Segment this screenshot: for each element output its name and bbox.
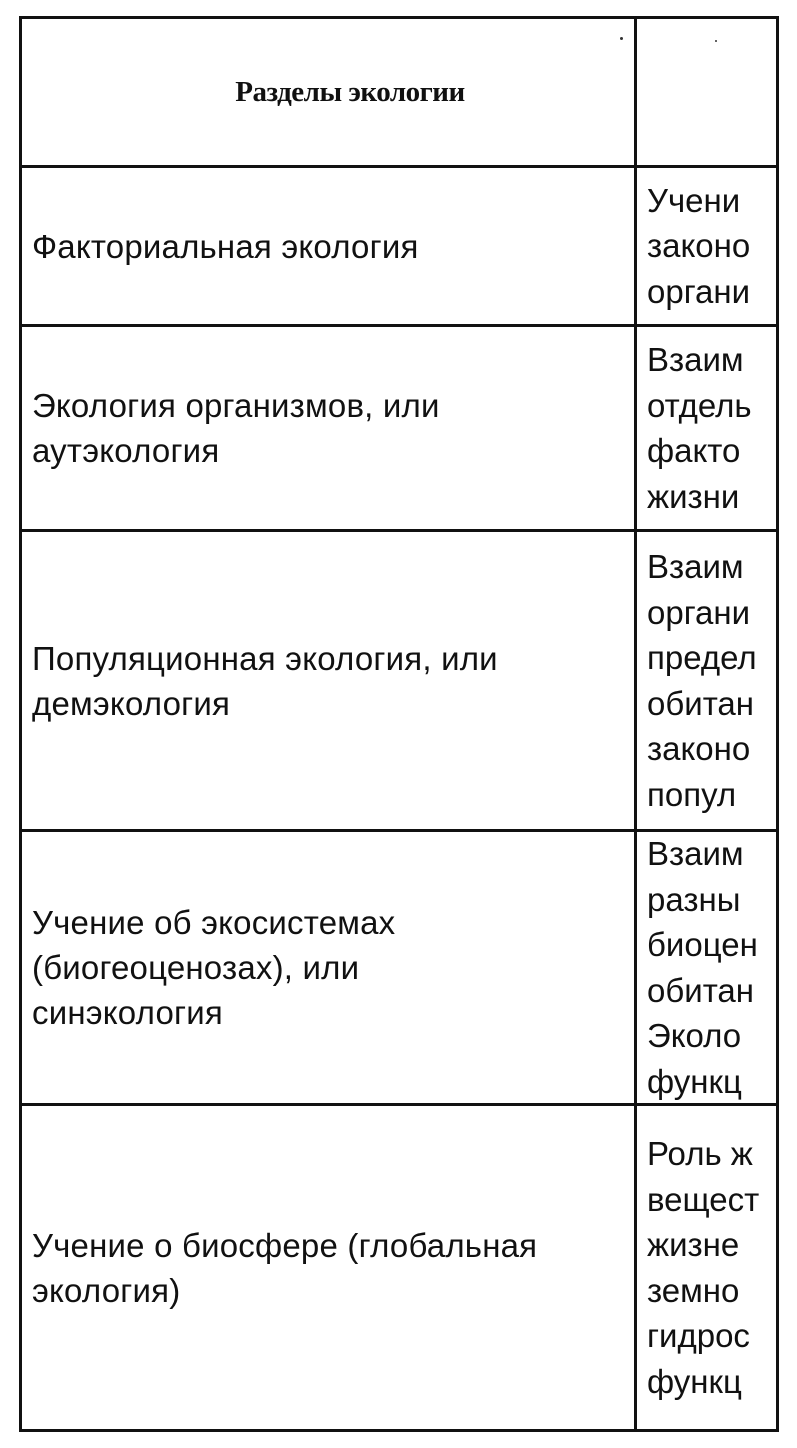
header-cell-sections [22,19,634,165]
table-row-3-desc-cell [637,532,797,829]
table-row-2-desc-cell [637,327,797,529]
table-row-1-section-cell [22,168,634,324]
ecology-sections-table [19,16,779,1432]
section-name: Популяционная экология, или демэкология [32,639,498,722]
section-name: Учение о биосфере (глобальная экология) [32,1226,538,1309]
header-sections-label: Разделы экологии [235,75,465,108]
section-name: Экология организмов, или аутэкология [32,387,440,469]
scan-speck [715,40,717,42]
header-cell-description [637,19,797,165]
table-row-2-section-cell [22,327,634,529]
table-row-1-desc-cell [637,168,797,324]
table-row-5-section-cell [22,1106,634,1429]
section-description: Взаим органи предел обитан законо попул [647,548,757,813]
section-description: Взаим отдель факто жизни [647,341,752,515]
table-row-4-desc-cell [637,832,797,1103]
section-name: Учение об экосистемах (биогеоценозах), или синэкология [32,904,396,1031]
section-description: Учени законо органи [647,181,751,310]
section-name: Факториальная экология [32,227,419,265]
section-description: Роль ж вещест жизне земно гидрос функц [647,1135,760,1400]
scan-speck [620,37,623,40]
table-row-4-section-cell [22,832,634,1103]
table-row-3-section-cell [22,532,634,829]
section-description: Взаим разны биоцен обитан Эколо функц [647,835,758,1100]
table-row-5-desc-cell [637,1106,797,1429]
